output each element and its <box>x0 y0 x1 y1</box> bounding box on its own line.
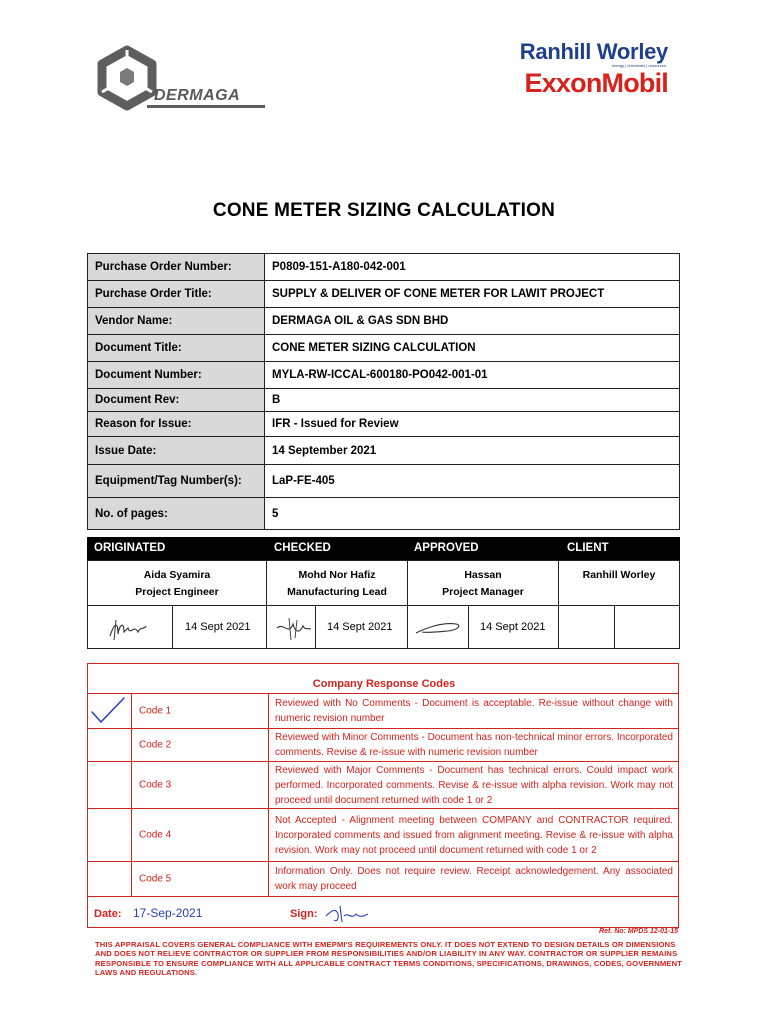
stamp-date-value: 17-Sep-2021 <box>133 906 203 920</box>
checked-date-cell <box>315 605 408 649</box>
info-value: B <box>265 389 680 412</box>
approved-name: Hassan <box>464 569 502 581</box>
checked-signature-icon <box>267 606 317 650</box>
code-4-description: Not Accepted - Alignment meeting between COMPANY and CONTRACTOR required. Incorporated comments and issued from alignment meeting. Revise & re-issue with alpha revision. Work may not proceed until document returned with code 1 or 2 <box>275 814 673 856</box>
approved-date: 14 Sept 2021 <box>480 621 546 633</box>
client-logos <box>488 40 668 97</box>
originated-name-cell <box>87 560 267 606</box>
code-2-description: Reviewed with Minor Comments - Document has non-technical minor errors. Incorporated comments. Revise & re-issue with numeric revision number <box>275 732 673 758</box>
originated-signature-icon <box>88 606 174 650</box>
info-row <box>88 335 680 362</box>
checked-name: Mohd Nor Hafiz <box>298 569 376 581</box>
info-value: 14 September 2021 <box>265 437 680 465</box>
dermaga-wordmark: DERMAGA <box>154 87 241 104</box>
header-checked: CHECKED <box>274 542 331 554</box>
checked-signature-cell <box>266 605 316 649</box>
client-date-cell <box>614 605 680 649</box>
code-1-description: Reviewed with No Comments - Document is acceptable. Re-issue without change with numeric revision number <box>275 698 673 724</box>
info-row <box>88 412 680 437</box>
code-3-label: Code 3 <box>132 762 269 808</box>
info-row <box>88 465 680 498</box>
info-row <box>88 498 680 530</box>
info-value: 5 <box>265 498 680 530</box>
checkmark-icon <box>87 694 132 729</box>
header-originated: ORIGINATED <box>94 542 166 554</box>
code-5-checkbox[interactable] <box>87 862 132 896</box>
approved-signature-icon <box>408 606 470 650</box>
approved-role: Project Manager <box>442 586 524 598</box>
originated-date-cell <box>172 605 267 649</box>
originated-signature-cell <box>87 605 173 649</box>
stamp-signature-icon <box>322 902 372 926</box>
info-row <box>88 362 680 389</box>
reference-number: Ref. No: MPDS 12-01-15 <box>599 928 678 935</box>
document-info-table <box>87 253 680 530</box>
originated-date: 14 Sept 2021 <box>185 621 251 633</box>
info-value: DERMAGA OIL & GAS SDN BHD <box>265 308 680 335</box>
code-1-checkbox[interactable] <box>87 694 132 728</box>
dermaga-logo <box>92 40 272 114</box>
code-4-checkbox[interactable] <box>87 809 132 861</box>
info-label: No. of pages: <box>88 498 265 530</box>
code-row-3 <box>87 761 679 808</box>
info-row <box>88 389 680 412</box>
approved-date-cell <box>468 605 559 649</box>
info-label: Document Number: <box>88 362 265 389</box>
info-value: MYLA-RW-ICCAL-600180-PO042-001-01 <box>265 362 680 389</box>
info-row <box>88 308 680 335</box>
approved-signature-cell <box>407 605 469 649</box>
checked-role: Manufacturing Lead <box>287 586 387 598</box>
info-value: CONE METER SIZING CALCULATION <box>265 335 680 362</box>
ranhill-worley-tagline: energy | chemicals | resources <box>611 63 666 68</box>
code-row-2 <box>87 728 679 761</box>
compliance-disclaimer: THIS APPRAISAL COVERS GENERAL COMPLIANCE WITH EMEPMI'S REQUIREMENTS ONLY. IT DOES NOT EXTEND TO DESIGN DETAILS OR DIMENSIONS AND DOES NOT RELIEVE CONTRACTOR OR SUPPLIER FROM RESPONSIBILITIES AND/OR LIABILITY IN ANY WAY. CONTRACTOR OR SUPPLIER REMAINS RESPONSIBLE TO ENSURE COMPLIANCE WITH ALL APPLICABLE CONTRACT TERMS CONDITIONS, SPECIFICATIONS, DRAWINGS, CODES, GOVERNMENT LAWS AND REGULATIONS. <box>95 940 683 978</box>
approval-header-bar <box>87 537 680 561</box>
approved-name-cell <box>407 560 559 606</box>
originated-name: Aida Syamira <box>143 569 211 581</box>
document-title: CONE METER SIZING CALCULATION <box>212 200 556 221</box>
dermaga-emblem-icon <box>92 44 162 114</box>
code-2-checkbox[interactable] <box>87 729 132 761</box>
info-label: Purchase Order Number: <box>88 254 265 281</box>
info-value: LaP-FE-405 <box>265 465 680 498</box>
code-4-label: Code 4 <box>132 809 269 861</box>
code-5-label: Code 5 <box>132 862 269 896</box>
header-client: CLIENT <box>567 542 609 554</box>
response-codes-title: Company Response Codes <box>312 678 456 690</box>
info-label: Vendor Name: <box>88 308 265 335</box>
client-name-cell <box>558 560 680 606</box>
client-signature-cell <box>558 605 615 649</box>
info-value: IFR - Issued for Review <box>265 412 680 437</box>
code-1-label: Code 1 <box>132 694 269 728</box>
info-row <box>88 254 680 281</box>
info-label: Reason for Issue: <box>88 412 265 437</box>
info-row <box>88 281 680 308</box>
ranhill-worley-logo: Ranhill Worley <box>519 39 668 64</box>
header-approved: APPROVED <box>414 542 479 554</box>
code-3-checkbox[interactable] <box>87 762 132 808</box>
checked-date: 14 Sept 2021 <box>327 621 393 633</box>
checked-name-cell <box>266 560 408 606</box>
info-value: P0809-151-A180-042-001 <box>265 254 680 281</box>
code-row-5 <box>87 861 679 897</box>
exxonmobil-logo: ExxonMobil <box>524 68 668 98</box>
code-5-description: Information Only. Does not require review. Receipt acknowledgement. Any associated work may proceed <box>275 866 673 892</box>
stamp-date-label: Date: <box>94 908 122 920</box>
code-3-description: Reviewed with Major Comments - Document has technical errors. Could impact work performed. Incorporated comments. Revise & re-issue with alpha revision. Work may not proceed until document returned with code 1 or 2 <box>275 764 673 806</box>
stamp-sign-label: Sign: <box>290 908 318 920</box>
info-label: Purchase Order Title: <box>88 281 265 308</box>
info-value: SUPPLY & DELIVER OF CONE METER FOR LAWIT PROJECT <box>265 281 680 308</box>
code-row-1 <box>87 693 679 728</box>
info-label: Issue Date: <box>88 437 265 465</box>
client-name: Ranhill Worley <box>582 569 656 581</box>
originated-role: Project Engineer <box>135 586 219 598</box>
info-label: Document Rev: <box>88 389 265 412</box>
info-row <box>88 437 680 465</box>
info-label: Document Title: <box>88 335 265 362</box>
code-2-label: Code 2 <box>132 729 269 761</box>
code-row-4 <box>87 808 679 861</box>
dermaga-underline <box>147 105 265 108</box>
info-label: Equipment/Tag Number(s): <box>88 465 265 498</box>
